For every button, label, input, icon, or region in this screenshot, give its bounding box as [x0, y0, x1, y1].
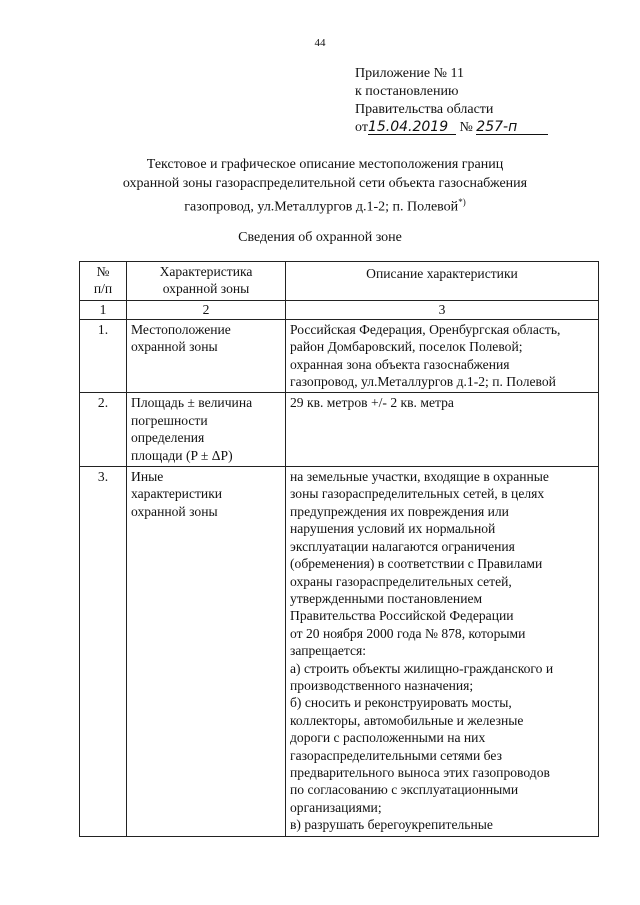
row-characteristic: Местоположение охранной зоны: [127, 319, 286, 393]
title-line-1: Текстовое и графическое описание местоположения границ: [146, 157, 504, 172]
row-number: 3.: [80, 467, 127, 837]
number-sign: №: [459, 120, 473, 135]
section-title: Сведения об охранной зоне: [238, 230, 402, 245]
row-characteristic: Площадь ± величина погрешности определения площади (P ± ΔP): [127, 393, 286, 467]
appendix-line-2: к постановлению: [355, 84, 459, 99]
footnote-mark: *): [458, 197, 466, 207]
title-line-3: газопровод, ул.Металлургов д.1-2; п. Полевой: [184, 199, 459, 215]
row-description: 29 кв. метров +/- 2 кв. метра: [286, 393, 599, 467]
appendix-block: [355, 65, 548, 137]
header-number: № п/п: [80, 262, 127, 301]
table-header-row: [80, 262, 599, 301]
table-row: [80, 319, 599, 393]
title-line-3-wrap: [60, 193, 590, 217]
header-characteristic: Характеристика охранной зоны: [127, 262, 286, 301]
row-characteristic: Иные характеристики охранной зоны: [127, 467, 286, 837]
header-description: Описание характеристики: [286, 262, 599, 301]
appendix-date-line: [355, 119, 548, 137]
column-number-row: [80, 300, 599, 319]
row-number: 2.: [80, 393, 127, 467]
column-number: 1: [80, 300, 127, 319]
column-number: 3: [286, 300, 599, 319]
handwritten-number: 257-п: [476, 120, 548, 135]
page-number: 44: [314, 37, 326, 49]
from-prefix: от: [355, 120, 368, 135]
document-title: [60, 155, 590, 217]
appendix-line-1: Приложение № 11: [355, 66, 464, 81]
row-number: 1.: [80, 319, 127, 393]
appendix-line-3: Правительства области: [355, 102, 494, 117]
table-row: [80, 393, 599, 467]
table-row: [80, 467, 599, 837]
row-description: Российская Федерация, Оренбургская область, район Домбаровский, поселок Полевой; охранная зона объекта газоснабжения газопровод, ул.Металлургов д.1-2; п. Полевой: [286, 319, 599, 393]
row-description: на земельные участки, входящие в охранные зоны газораспределительных сетей, в целях предупреждения их повреждения или нарушения условий их нормальной эксплуатации налагаются ограничения (обременения) в соответствии с Правилами охраны газораспределительных сетей, утвержденными постановлением Правительства Российской Федерации от 20 ноября 2000 года № 878, которыми запрещается: а) строить объекты жилищно-гражданского и производственного назначения; б) сносить и реконструировать мосты, коллекторы, автомобильные и железные дороги с расположенными на них газораспределительными сетями без предварительного выноса этих газопроводов по согласованию с эксплуатационными организациями; в) разрушать берегоукрепительные: [286, 467, 599, 837]
zone-info-table: [79, 261, 599, 837]
column-number: 2: [127, 300, 286, 319]
title-line-2: охранной зоны газораспределительной сети объекта газоснабжения: [122, 176, 528, 191]
handwritten-date: 15.04.2019: [368, 120, 456, 135]
